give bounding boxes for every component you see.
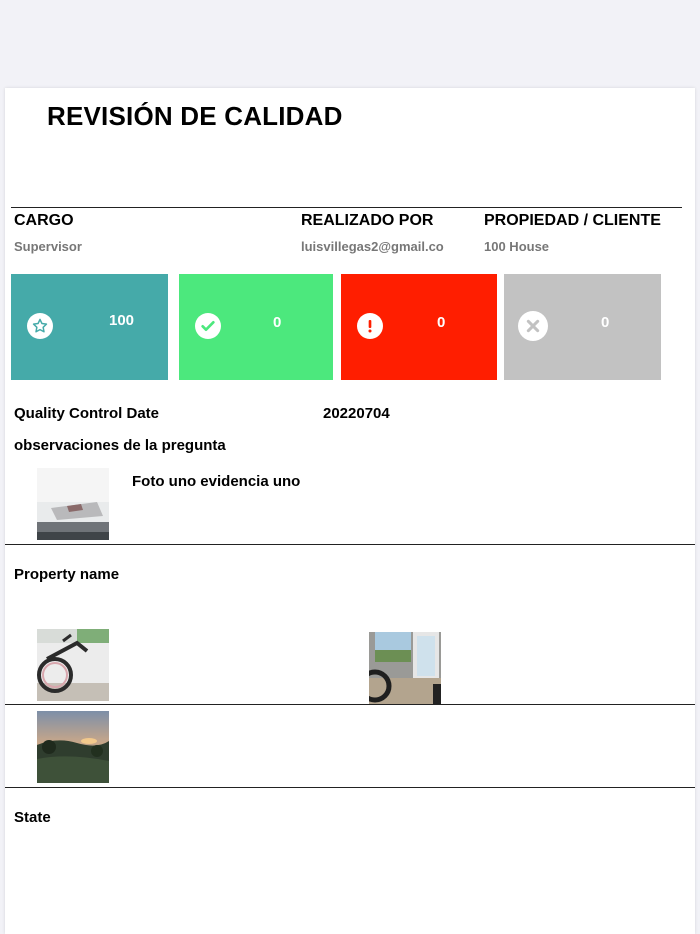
check-icon (195, 313, 221, 339)
report-title: REVISIÓN DE CALIDAD (47, 101, 343, 131)
evidence-caption: Foto uno evidencia uno (132, 473, 301, 490)
cargo-value: Supervisor (14, 239, 82, 254)
report-sheet (5, 88, 695, 934)
passed-value: 0 (273, 314, 282, 331)
propiedad-cliente-value: 100 House (484, 239, 550, 254)
evidence-photo[interactable] (37, 468, 109, 540)
quality-control-date-value: 20220704 (323, 405, 390, 422)
observations-label: observaciones de la pregunta (14, 437, 226, 454)
state-label: State (14, 809, 51, 826)
section-divider-2 (5, 704, 695, 705)
section-divider-1 (5, 544, 695, 545)
not-applicable-tile (504, 274, 661, 380)
property-name-label: Property name (14, 566, 120, 583)
property-photo-sunset[interactable] (37, 711, 109, 783)
property-photo-bicycle[interactable] (37, 629, 109, 701)
quality-control-date-label: Quality Control Date (14, 405, 160, 422)
failed-value: 0 (437, 314, 446, 331)
header-divider (11, 207, 682, 208)
section-divider-3 (5, 787, 695, 788)
realizado-por-value: luisvillegas2@gmail.co (301, 239, 444, 254)
score-tile (11, 274, 168, 380)
failed-tile (341, 274, 497, 380)
realizado-por-header: REALIZADO POR (301, 212, 434, 229)
score-value: 100 (109, 312, 135, 329)
passed-tile (179, 274, 333, 380)
propiedad-cliente-header: PROPIEDAD / CLIENTE (484, 212, 661, 229)
not-applicable-value: 0 (601, 314, 610, 331)
property-photo-room[interactable] (369, 632, 441, 704)
exclamation-icon (357, 313, 383, 339)
x-icon (518, 311, 548, 341)
cargo-header: CARGO (14, 212, 74, 229)
star-icon (27, 313, 53, 339)
